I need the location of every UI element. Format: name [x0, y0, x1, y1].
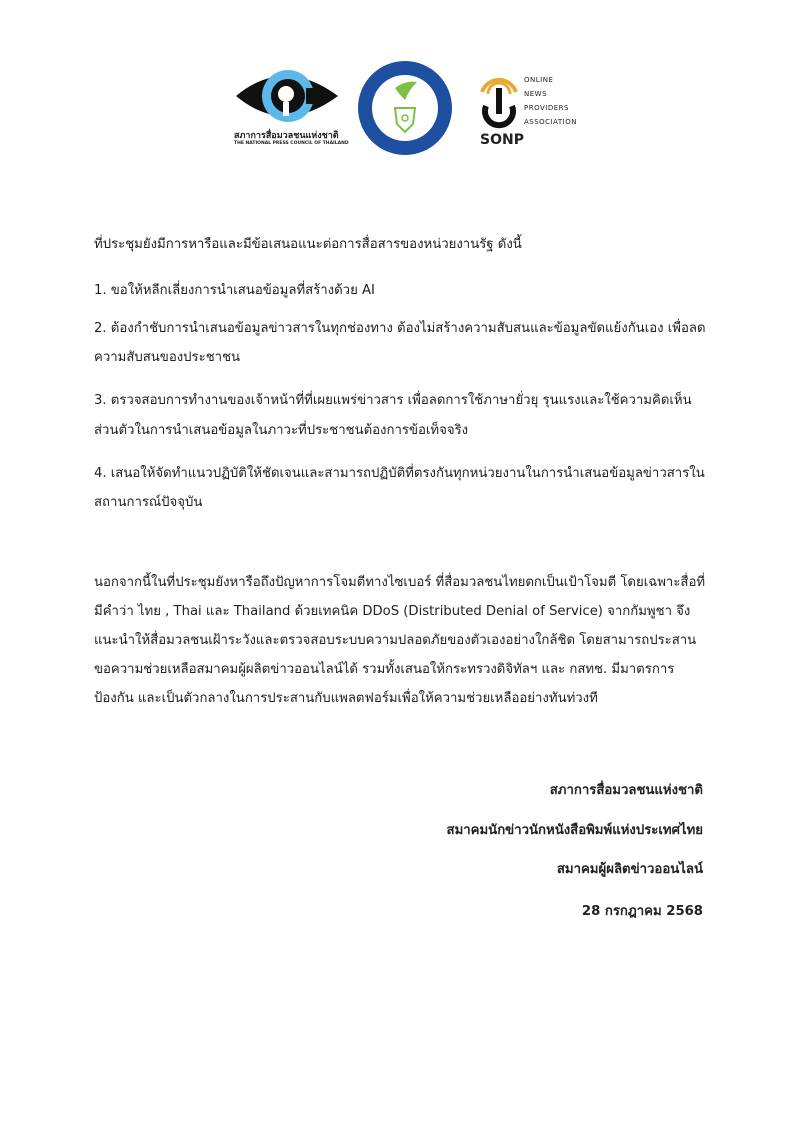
list-item-1: 1. ขอให้หลีกเลี่ยงการนำเสนอข้อมูลที่สร้างด้วย AI: [94, 283, 375, 298]
list-item-2: 2. ต้องกำชับการนำเสนอข้อมูลข่าวสารในทุกช่องทาง ต้องไม่สร้างความสับสนและข้อมูลขัดแย้งกันเอง เพื่อลด: [94, 321, 706, 336]
list-item-4-cont: สถานการณ์ปัจจุบัน: [94, 495, 203, 510]
signature-npc: สภาการสื่อมวลชนแห่งชาติ: [549, 783, 703, 798]
paragraph-line: แนะนำให้สื่อมวลชนเฝ้าระวังและตรวจสอบระบบความปลอดภัยของตัวเองอย่างใกล้ชิด โดยสามารถประสาน: [94, 633, 697, 648]
npc-logo-text: สภาการสื่อมวลชนแห่งชาติ: [234, 131, 339, 141]
list-item-2-cont: ความสับสนของประชาชน: [94, 350, 241, 365]
paragraph-line: มีคำว่า ไทย , Thai และ Thailand ด้วยเทคนิค DDoS (Distributed Denial of Service) จากกัมพูชา จึง: [94, 604, 691, 619]
paragraph-line: นอกจากนี้ในที่ประชุมยังหารือถึงปัญหาการโจมตีทางไซเบอร์ ที่สื่อมวลชนไทยตกเป็นเป้าโจมตี โดยเฉพาะสื่อที่: [94, 575, 706, 590]
sonp-abbr: SONP: [480, 132, 524, 148]
document-date: 28 กรกฎาคม 2568: [581, 904, 703, 919]
signature-sonp: สมาคมผู้ผลิตข่าวออนไลน์: [556, 862, 703, 877]
paragraph-line: ขอความช่วยเหลือสมาคมผู้ผลิตข่าวออนไลน์ได้ รวมทั้งเสนอให้กระทรวงดิจิทัลฯ และ กสทช. มีมาตรการ: [94, 662, 675, 677]
npc-logo: สภาการสื่อมวลชนแห่งชาติ THE NATIONAL PRESS COUNCIL OF THAILAND: [234, 64, 340, 150]
list-item-4: 4. เสนอให้จัดทำแนวปฏิบัติให้ชัดเจนและสามารถปฏิบัติที่ตรงกันทุกหน่วยงานในการนำเสนอข้อมูลข่าวสารใน: [94, 466, 705, 481]
tja-logo: [357, 60, 453, 156]
list-item-3-cont: ส่วนตัวในการนำเสนอข้อมูลในภาวะที่ประชาชนต้องการข้อเท็จจริง: [94, 423, 469, 438]
signature-tja: สมาคมนักข่าวนักหนังสือพิมพ์แห่งประเทศไทย: [446, 823, 703, 838]
sonp-logo: ONLINE NEWS PROVIDERS ASSOCIATION SONP: [480, 76, 577, 148]
intro-text: ที่ประชุมยังมีการหารือและมีข้อเสนอแนะต่อการสื่อสารของหน่วยงานรัฐ ดังนี้: [94, 237, 522, 252]
paragraph-line: ป้องกัน และเป็นตัวกลางในการประสานกับแพลตฟอร์มเพื่อให้ความช่วยเหลืออย่างทันท่วงที: [94, 691, 598, 706]
list-item-3: 3. ตรวจสอบการทำงานของเจ้าหน้าที่ที่เผยแพร่ข่าวสาร เพื่อลดการใช้ภาษายั่วยุ รุนแรงและใช้ความคิดเห็น: [94, 393, 692, 408]
